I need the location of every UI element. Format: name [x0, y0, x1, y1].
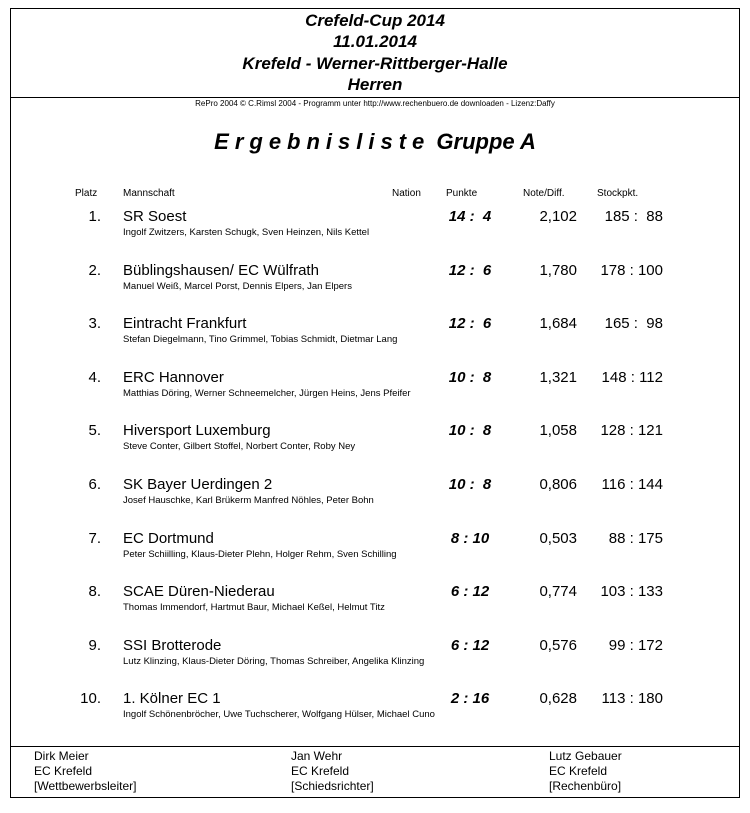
rank-cell: 2.	[88, 261, 101, 279]
rank-cell: 9.	[88, 636, 101, 654]
team-name: SR Soest	[123, 208, 187, 225]
points-cell: 10 : 8	[448, 422, 492, 440]
signature-club: EC Krefeld	[34, 764, 93, 778]
stock-points-cell: 185 : 88	[604, 208, 663, 225]
table-row	[11, 583, 739, 623]
rank-cell: 5.	[88, 422, 101, 440]
list-title-group: Gruppe A	[436, 129, 536, 154]
signature-name: Dirk Meier	[34, 749, 89, 763]
player-list: Lutz Klinzing, Klaus-Dieter Döring, Thomas Schreiber, Angelika Klinzing	[123, 655, 425, 667]
points-cell: 10 : 8	[448, 476, 492, 493]
table-row	[11, 422, 739, 462]
points-cell: 6 : 12	[450, 636, 490, 654]
software-credit: RePro 2004 © C.Rimsl 2004 - Programm unter http://www.rechenbuero.de downloaden - Lizenz:Daffy	[195, 99, 555, 108]
signature-name: Lutz Gebauer	[549, 749, 622, 763]
stock-points-cell: 165 : 98	[604, 315, 663, 333]
player-list: Stefan Diegelmann, Tino Grimmel, Tobias Schmidt, Dietmar Lang	[123, 334, 398, 346]
col-header-platz: Platz	[75, 188, 98, 199]
signature-role: [Wettbewerbsleiter]	[34, 779, 137, 793]
stock-points-cell: 178 : 100	[600, 261, 663, 279]
col-header-mannschaft: Mannschaft	[123, 188, 175, 199]
points-cell: 8 : 10	[450, 529, 490, 547]
ratio-cell: 0,576	[539, 636, 577, 654]
stock-points-cell: 128 : 121	[600, 422, 663, 440]
table-row	[11, 369, 739, 409]
rank-cell: 4.	[88, 368, 101, 386]
team-name: Büblingshausen/ EC Wülfrath	[123, 261, 319, 279]
ratio-cell: 1,780	[539, 261, 577, 279]
team-name: Eintracht Frankfurt	[123, 315, 247, 333]
list-title	[11, 129, 739, 155]
points-cell: 12 : 6	[448, 315, 492, 333]
results-document	[10, 8, 740, 798]
player-list: Ingolf Zwitzers, Karsten Schugk, Sven Heinzen, Nils Kettel	[123, 227, 370, 238]
ratio-cell: 0,774	[539, 583, 577, 601]
player-list: Josef Hauschke, Karl Brükerm Manfred Nöhles, Peter Bohn	[123, 495, 374, 506]
ratio-cell: 1,684	[539, 315, 577, 333]
event-venue: Krefeld - Werner-Rittberger-Halle	[242, 54, 508, 73]
player-list: Matthias Döring, Werner Schneemelcher, Jürgen Heins, Jens Pfeifer	[123, 387, 411, 399]
player-list: Peter Schiilling, Klaus-Dieter Plehn, Holger Rehm, Sven Schilling	[123, 548, 397, 560]
stock-points-cell: 103 : 133	[600, 583, 663, 601]
ratio-cell: 0,503	[539, 529, 577, 547]
signature-role: [Schiedsrichter]	[291, 779, 374, 793]
table-row	[11, 637, 739, 677]
points-cell: 6 : 12	[450, 583, 490, 601]
signature-computing-office	[549, 749, 622, 794]
event-category: Herren	[347, 75, 403, 94]
player-list: Steve Conter, Gilbert Stoffel, Norbert Conter, Roby Ney	[123, 441, 356, 453]
stock-points-cell: 113 : 180	[601, 690, 663, 708]
stock-points-cell: 116 : 144	[601, 476, 663, 493]
signature-referee	[291, 749, 374, 794]
table-row	[11, 315, 739, 355]
signature-name: Jan Wehr	[291, 749, 343, 763]
team-name: SCAE Düren-Niederau	[123, 583, 275, 601]
list-title-main: Ergebnisliste	[214, 129, 431, 154]
ratio-cell: 1,321	[539, 368, 577, 386]
signature-footer	[11, 746, 739, 798]
col-header-nation: Nation	[392, 188, 421, 199]
table-row	[11, 690, 739, 730]
event-title: Crefeld-Cup 2014	[305, 11, 445, 30]
player-list: Thomas Immendorf, Hartmut Baur, Michael Keßel, Helmut Titz	[123, 602, 385, 614]
team-name: EC Dortmund	[123, 529, 214, 547]
points-cell: 12 : 6	[448, 261, 492, 279]
team-name: 1. Kölner EC 1	[123, 690, 221, 708]
ratio-cell: 0,628	[539, 690, 577, 708]
rank-cell: 1.	[88, 208, 101, 225]
player-list: Ingolf Schönenbröcher, Uwe Tuchscherer, Wolfgang Hülser, Michael Cuno	[123, 709, 435, 721]
team-name: SSI Brotterode	[123, 636, 222, 654]
team-name: ERC Hannover	[123, 368, 224, 386]
rank-cell: 3.	[88, 315, 101, 333]
signature-club: EC Krefeld	[291, 764, 350, 778]
ratio-cell: 1,058	[539, 422, 577, 440]
points-cell: 14 : 4	[448, 208, 492, 225]
signature-competition-director	[34, 749, 137, 794]
player-list: Manuel Weiß, Marcel Porst, Dennis Elpers, Jan Elpers	[123, 280, 352, 292]
table-row	[11, 476, 739, 516]
rank-cell: 10.	[80, 690, 101, 708]
header-box	[11, 9, 739, 98]
team-name: Hiversport Luxemburg	[123, 422, 271, 440]
rank-cell: 8.	[88, 583, 101, 601]
event-date: 11.01.2014	[333, 32, 417, 51]
ratio-cell: 2,102	[539, 208, 577, 225]
team-name: SK Bayer Uerdingen 2	[123, 476, 273, 493]
table-row	[11, 262, 739, 302]
stock-points-cell: 99 : 172	[608, 636, 663, 654]
col-header-note: Note/Diff.	[523, 188, 565, 199]
table-row	[11, 530, 739, 570]
signature-role: [Rechenbüro]	[549, 779, 622, 793]
stock-points-cell: 148 : 112	[601, 368, 663, 386]
points-cell: 10 : 8	[448, 368, 492, 386]
points-cell: 2 : 16	[450, 690, 490, 708]
stock-points-cell: 88 : 175	[608, 529, 663, 547]
ratio-cell: 0,806	[539, 476, 577, 493]
rank-cell: 6.	[88, 476, 101, 493]
col-header-punkte: Punkte	[446, 188, 478, 199]
table-row	[11, 208, 739, 248]
col-header-stockpkt: Stockpkt.	[597, 188, 639, 199]
rank-cell: 7.	[88, 529, 101, 547]
signature-club: EC Krefeld	[549, 764, 608, 778]
